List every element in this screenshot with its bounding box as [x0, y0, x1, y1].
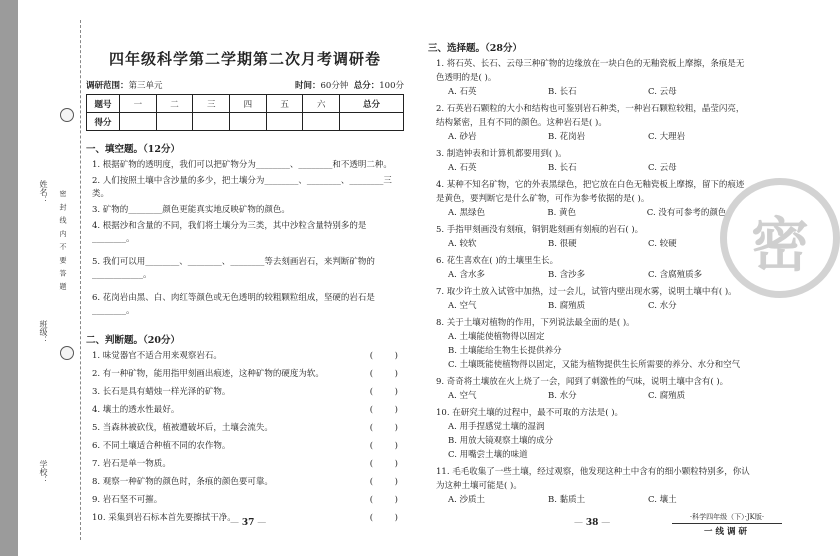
- choice-options: [448, 162, 776, 175]
- choice-option[interactable]: C. 腐殖质: [648, 391, 686, 401]
- choice-option[interactable]: A. 黑绿色: [448, 208, 486, 218]
- score-table-score-row: [87, 113, 404, 131]
- choice-question-cont: 结构紧密，且有不同的颜色。这种岩石是( )。: [436, 118, 607, 128]
- judge-item: [92, 368, 404, 381]
- judge-item: [92, 386, 404, 399]
- choice-option[interactable]: B. 花岗岩: [548, 132, 586, 142]
- exam-meta: [86, 79, 404, 91]
- score-cell: 一: [120, 95, 157, 113]
- choice-option[interactable]: C. 土壤既能使植物得以固定，又能为植物提供生长所需要的养分、水分和空气: [448, 360, 741, 370]
- judge-text: 2. 有一种矿物，能用指甲刻画出痕迹，这种矿物的硬度为软。: [92, 369, 324, 379]
- judge-item: [92, 458, 404, 471]
- choice-option[interactable]: A. 空气: [448, 301, 477, 311]
- judge-item: [92, 404, 404, 417]
- score-entry[interactable]: [340, 113, 404, 131]
- fill-blank-item: 5. 我们可以用________、________、________等去刻画岩石，来判断矿物的____________。: [92, 257, 375, 280]
- score-entry[interactable]: [266, 113, 303, 131]
- score-cell: 总分: [340, 95, 404, 113]
- choice-option[interactable]: B. 黄色: [547, 208, 577, 218]
- choice-question: 11. 毛毛收集了一些土壤，经过观察，他发现这种土中含有的细小颗粒特别多，你认: [436, 467, 750, 477]
- judge-text: 3. 长石是具有蜡烛一样光泽的矿物。: [92, 387, 231, 397]
- choice-option[interactable]: C. 用嘴尝土壤的味道: [448, 450, 528, 460]
- score-cell: 四: [230, 95, 267, 113]
- score-table-header-row: [87, 95, 404, 113]
- choice-options: [448, 300, 776, 313]
- choice-option[interactable]: A. 土壤能使植物得以固定: [448, 332, 545, 342]
- choice-option[interactable]: A. 石英: [448, 163, 477, 173]
- judge-text: 7. 岩石是单一物质。: [92, 459, 171, 469]
- fill-blank-item: 4. 根据沙和含量的不同，我们将土壤分为三类，其中沙粒含量特别多的是________。: [92, 221, 367, 244]
- judge-text: 5. 当森林被砍伐，植被遭破坏后，土壤会流失。: [92, 423, 273, 433]
- binding-hole: [60, 108, 74, 122]
- choice-option[interactable]: C. 云母: [648, 87, 677, 97]
- answer-paren[interactable]: ( ): [369, 495, 398, 505]
- section-judge-title: 二、判断题。（20分）: [86, 335, 180, 346]
- name-label: 姓名：: [39, 180, 48, 204]
- choice-question: 4. 某种不知名矿物，它的外表黑绿色，把它放在白色无釉瓷板上摩擦，留下的痕迹: [436, 180, 745, 190]
- fill-blank-item: 3. 矿物的________颜色更能真实地反映矿物的颜色。: [92, 205, 290, 215]
- answer-paren[interactable]: ( ): [369, 441, 398, 451]
- choice-question: 6. 花生喜欢在( )的土壤里生长。: [436, 256, 559, 266]
- answer-paren[interactable]: ( ): [369, 387, 398, 397]
- choice-option[interactable]: B. 用放大镜观察土壤的成分: [448, 436, 554, 446]
- score-entry[interactable]: [303, 113, 340, 131]
- choice-option[interactable]: C. 水分: [648, 301, 677, 311]
- confidential-stamp-watermark: 密: [720, 178, 840, 298]
- judge-item: [92, 440, 404, 453]
- choice-option[interactable]: A. 较软: [448, 239, 477, 249]
- score-cell: 二: [156, 95, 193, 113]
- choice-option[interactable]: A. 石英: [448, 87, 477, 97]
- choice-option[interactable]: A. 沙质土: [448, 495, 486, 505]
- choice-option[interactable]: C. 含腐殖质多: [648, 270, 703, 280]
- brand-name: 一线调研: [703, 527, 750, 537]
- judge-item: [92, 494, 404, 507]
- score-entry[interactable]: [193, 113, 230, 131]
- exam-title: 四年级科学第二学期第二次月考调研卷: [108, 50, 381, 68]
- score-cell: 得分: [87, 113, 120, 131]
- choice-question: 1. 将石英、长石、云母三种矿物的边缘放在一块白色的无釉瓷板上摩擦，条痕是无: [436, 59, 745, 69]
- judge-text: 1. 味觉器官不适合用来观察岩石。: [92, 351, 222, 361]
- choice-option[interactable]: B. 很硬: [548, 239, 577, 249]
- answer-paren[interactable]: ( ): [369, 513, 398, 523]
- page-number-text: 38: [585, 518, 599, 528]
- choice-option[interactable]: B. 腐殖质: [548, 301, 586, 311]
- scope-value: 第三单元: [128, 81, 163, 91]
- seal-notice: 密 封 线 内 不 要 答 题: [59, 190, 67, 292]
- score-entry[interactable]: [230, 113, 267, 131]
- choice-question-cont: 色透明的是( )。: [436, 73, 497, 83]
- choice-options: [448, 494, 776, 507]
- score-entry[interactable]: [156, 113, 193, 131]
- score-label: 总分：: [353, 81, 380, 91]
- judge-text: 8. 观察一种矿物的颜色时，条痕的颜色要可靠。: [92, 477, 273, 487]
- page-number-text: 37: [241, 518, 255, 528]
- time-value: 60分钟: [320, 81, 349, 91]
- choice-option[interactable]: C. 没有可参考的颜色: [646, 208, 727, 218]
- fill-blank-item: 2. 人们按照土壤中含沙量的多少，把土壤分为________、________、________三类。: [92, 176, 392, 199]
- answer-paren[interactable]: ( ): [369, 423, 398, 433]
- answer-paren[interactable]: ( ): [369, 351, 398, 361]
- choice-options: [448, 131, 776, 144]
- score-table: [86, 94, 404, 131]
- choice-question: 5. 手指甲刻画没有刻痕，铜钥匙刻画有刻痕的岩石( )。: [436, 225, 644, 235]
- choice-question: 8. 关于土壤对植物的作用，下列说法最全面的是( )。: [436, 318, 635, 328]
- class-label: 班级：: [39, 320, 48, 344]
- score-cell: 三: [193, 95, 230, 113]
- score-cell: 六: [303, 95, 340, 113]
- answer-paren[interactable]: ( ): [369, 477, 398, 487]
- judge-text: 4. 壤土的透水性最好。: [92, 405, 180, 415]
- choice-options: [448, 269, 776, 282]
- choice-option[interactable]: B. 长石: [548, 163, 577, 173]
- school-label: 学校：: [39, 460, 48, 484]
- binding-gutter: [0, 0, 18, 556]
- score-cell: 五: [266, 95, 303, 113]
- judge-item: [92, 476, 404, 489]
- binding-margin: [22, 20, 81, 540]
- time-label: 时间：: [295, 81, 321, 91]
- choice-option[interactable]: C. 壤土: [648, 495, 677, 505]
- answer-paren[interactable]: ( ): [369, 369, 398, 379]
- right-page-number: — 38 —: [574, 518, 611, 528]
- choice-question: 7. 取少许土放入试管中加热，过一会儿，试管内壁出现水雾，说明土壤中有( )。: [436, 287, 737, 297]
- answer-paren[interactable]: ( ): [369, 459, 398, 469]
- choice-option[interactable]: C. 云母: [648, 163, 677, 173]
- choice-option[interactable]: B. 长石: [548, 87, 577, 97]
- choice-question: 10. 在研究土壤的过程中，最不可取的方法是( )。: [436, 408, 624, 418]
- choice-option[interactable]: A. 空气: [448, 391, 477, 401]
- choice-option[interactable]: A. 砂岩: [448, 132, 477, 142]
- choice-option[interactable]: B. 黏质土: [548, 495, 586, 505]
- choice-option[interactable]: B. 水分: [548, 391, 577, 401]
- choice-option[interactable]: B. 土壤能给生物生长提供养分: [448, 346, 562, 356]
- choice-options: [448, 390, 776, 403]
- choice-option[interactable]: A. 含水多: [448, 270, 486, 280]
- right-page: [428, 40, 776, 511]
- fill-blank-item: 1. 根据矿物的透明度，我们可以把矿物分为________、________和不透明二种。: [92, 160, 392, 170]
- choice-option[interactable]: C. 大理岩: [648, 132, 686, 142]
- choice-options: [448, 86, 776, 99]
- score-value: 100分: [379, 81, 404, 91]
- brand-subtitle: ·科学四年级（下）·JK版·: [672, 512, 782, 524]
- choice-question-cont: 是黄色，要判断它是什么矿物，可作为参考依据的是( )。: [436, 194, 650, 204]
- scope-label: 调研范围：: [86, 81, 129, 91]
- score-entry[interactable]: [120, 113, 157, 131]
- choice-question: 2. 石英岩石颗粒的大小和结构也可鉴别岩石种类，一种岩石颗粒较粗，晶莹闪亮，: [436, 104, 745, 114]
- judge-item: [92, 350, 404, 363]
- choice-question-cont: 为这种土壤可能是( )。: [436, 481, 522, 491]
- answer-paren[interactable]: ( ): [369, 405, 398, 415]
- left-page: [86, 28, 404, 530]
- choice-question: 9. 奇奇将土壤放在火上烧了一会，闻到了刺激性的气味，说明土壤中含有( )。: [436, 377, 729, 387]
- choice-option[interactable]: C. 较硬: [648, 239, 677, 249]
- choice-option[interactable]: B. 含沙多: [548, 270, 586, 280]
- left-page-number: — 37 —: [230, 518, 267, 528]
- fill-blank-item: 6. 花岗岩由黑、白、肉红等颜色或无色透明的较粗颗粒组成，坚硬的岩石是________。: [92, 293, 375, 316]
- choice-question: 3. 制造钟表和计算机都要用到( )。: [436, 149, 567, 159]
- section-choice-title: 三、选择题。（28分）: [428, 43, 522, 54]
- judge-text: 9. 岩石坚不可摧。: [92, 495, 163, 505]
- binding-hole: [60, 346, 74, 360]
- judge-item: [92, 422, 404, 435]
- score-cell: 题号: [87, 95, 120, 113]
- choice-option[interactable]: A. 用手捏感觉土壤的湿润: [448, 422, 545, 432]
- judge-text: 10. 采集到岩石标本首先要擦拭干净。: [92, 513, 236, 523]
- publisher-brand: [672, 512, 782, 537]
- judge-text: 6. 不同土壤适合种植不同的农作物。: [92, 441, 231, 451]
- section-fill-blank-title: 一、填空题。（12分）: [86, 144, 180, 155]
